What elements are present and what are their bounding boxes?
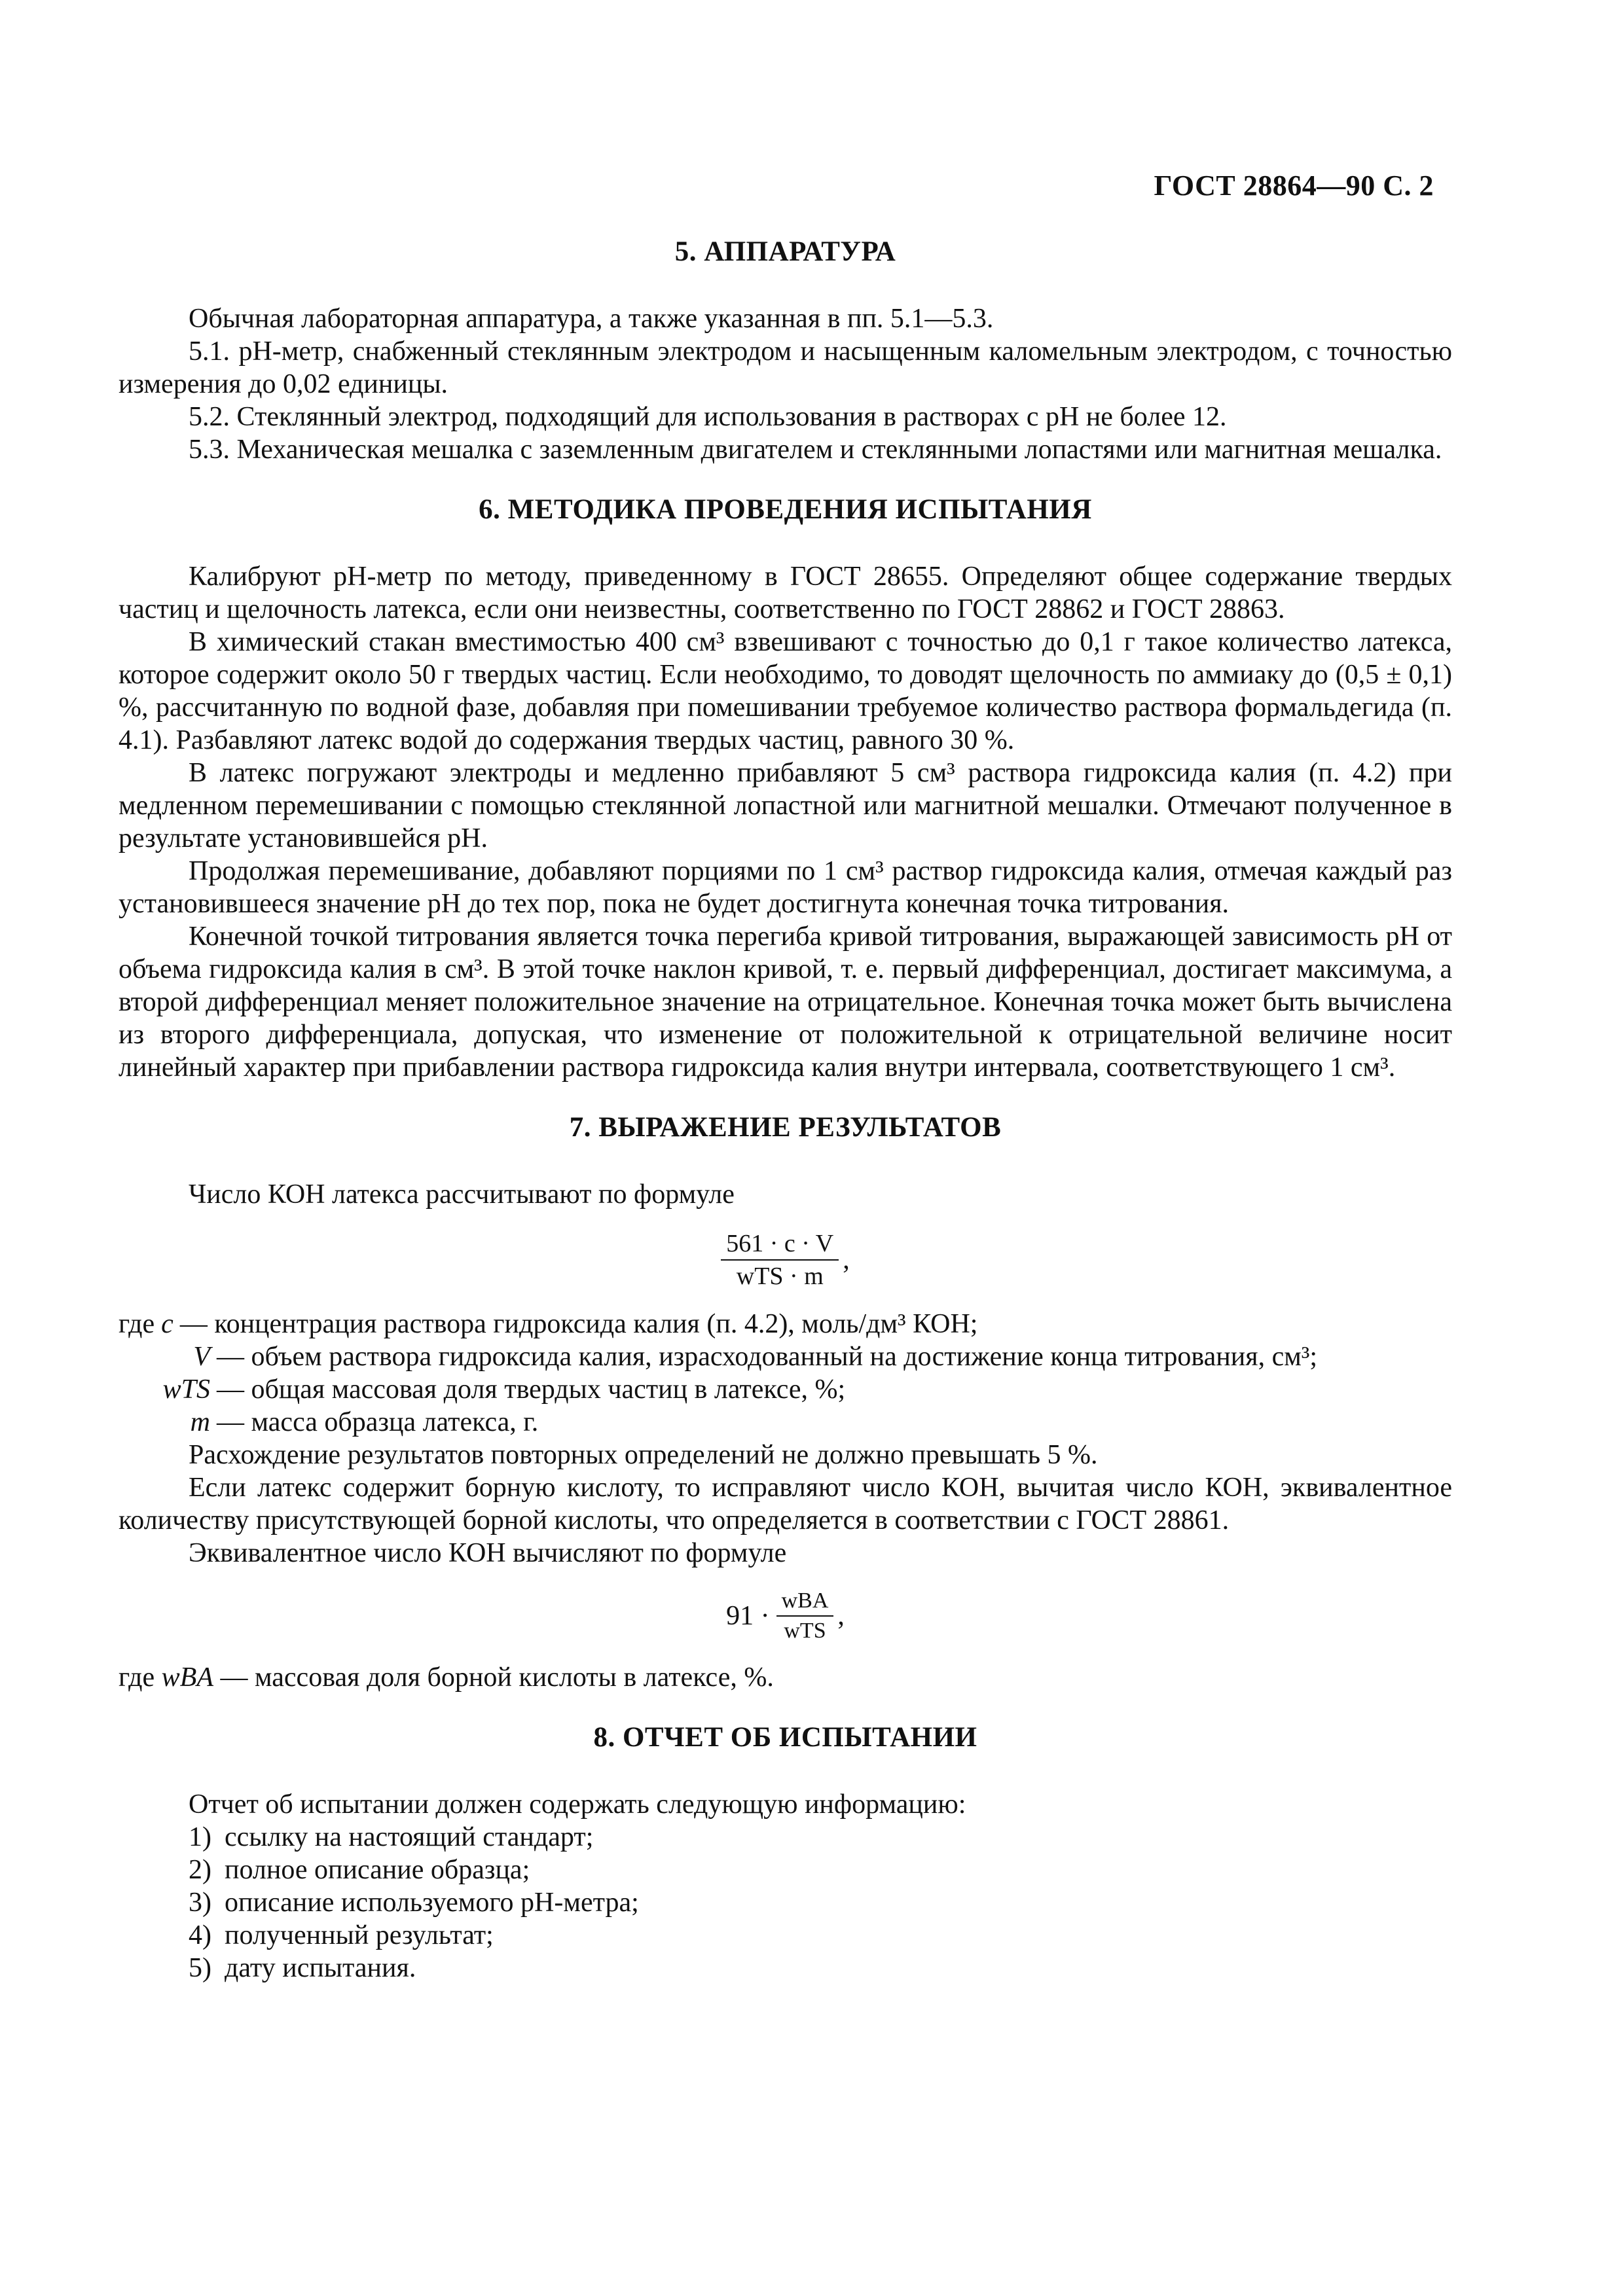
- section-5-paragraph-2: 5.2. Стеклянный электрод, подходящий для использования в растворах с рН не более 12.: [189, 402, 1227, 432]
- formula-numerator: 561 · c · V: [721, 1229, 839, 1261]
- where-boric-text: — массовая доля борной кислоты в латексе, %.: [220, 1662, 774, 1693]
- section-6-paragraph-5: Конечной точкой титрования является точка перегиба кривой титрования, выражающей зависимость рН от объема гидроксида калия в см³. В этой точке наклон кривой, т. е. первый дифференциал, достигает максимума, а второй дифференциал меняет положительное значение на отрицательное. Конечная точка может быть вычислена из второго дифференциала, допуская, что изменение от положительной к отрицательной величине носит линейный характер при прибавлении раствора гидроксида калия внутри интервала, соответствующего 1 см³.: [119, 922, 1452, 1083]
- definitions-list: [119, 1308, 1452, 1439]
- report-items-list: [119, 1821, 1452, 1984]
- list-item: [119, 1886, 1452, 1919]
- definition-row: [119, 1406, 1452, 1439]
- section-5-paragraph-0: Обычная лабораторная аппаратура, а также указанная в пп. 5.1—5.3.: [189, 304, 994, 334]
- section-8-title: 8. ОТЧЕТ ОБ ИСПЫТАНИИ: [593, 1722, 977, 1753]
- definition-text: — концентрация раствора гидроксида калия (п. 4.2), моль/дм³ КОН;: [179, 1309, 978, 1339]
- section-6-title: 6. МЕТОДИКА ПРОВЕДЕНИЯ ИСПЫТАНИЯ: [479, 494, 1092, 525]
- section-7-equiv: Эквивалентное число КОН вычисляют по формуле: [189, 1538, 787, 1568]
- list-item-text: описание используемого рН-метра;: [225, 1888, 639, 1918]
- symbol-wts: wTS: [162, 1374, 210, 1405]
- section-5-title: 5. АППАРАТУРА: [674, 236, 896, 267]
- list-item-text: ссылку на настоящий стандарт;: [225, 1822, 594, 1852]
- list-item: [119, 1821, 1452, 1854]
- definition-symbol: [119, 1373, 217, 1406]
- section-7-discrepancy: Расхождение результатов повторных определений не должно превышать 5 %.: [189, 1440, 1098, 1470]
- formula-equivalent-koh: [119, 1588, 1452, 1644]
- list-item-number: 2): [189, 1855, 211, 1885]
- list-item-number: 1): [189, 1822, 211, 1852]
- section-5-paragraph-1: 5.1. рН-метр, снабженный стеклянным электродом и насыщенным каломельным электродом, с точностью измерения до 0,02 единицы.: [119, 336, 1452, 399]
- symbol-c: c: [161, 1309, 173, 1339]
- list-item-number: 3): [189, 1888, 211, 1918]
- list-item-number: 4): [189, 1920, 211, 1950]
- section-8-intro: Отчет об испытании должен содержать следующую информацию:: [189, 1789, 966, 1820]
- formula-trailing: ,: [837, 1601, 845, 1631]
- list-item-text: полное описание образца;: [225, 1855, 530, 1885]
- list-item-number: 5): [189, 1953, 211, 1983]
- definition-row: [119, 1308, 1452, 1340]
- where-word: где: [119, 1662, 155, 1693]
- formula-denominator: wTS: [784, 1619, 826, 1643]
- definition-symbol: [119, 1406, 217, 1439]
- list-item: [119, 1854, 1452, 1886]
- section-6-paragraph-2: В химический стакан вместимостью 400 см³ взвешивают с точностью до 0,1 г такое количество латекса, которое содержит около 50 г твердых частиц. Если необходимо, то доводят щелочность по аммиаку до (0,5 ± 0,1) %, рассчитанную по водной фазе, добавляя при помешивании требуемое количество раствора формальдегида (п. 4.1). Разбавляют латекс водой до содержания твердых частиц, равного 30 %.: [119, 627, 1452, 755]
- section-6-paragraph-4: Продолжая перемешивание, добавляют порциями по 1 см³ раствор гидроксида калия, отмечая каждый раз установившееся значение рН до тех пор, пока не будет достигнута конечная точка титрования.: [119, 856, 1452, 919]
- definition-text: — объем раствора гидроксида калия, израсходованный на достижение конца титрования, см³;: [217, 1342, 1318, 1372]
- section-7-title: 7. ВЫРАЖЕНИЕ РЕЗУЛЬТАТОВ: [569, 1112, 1002, 1143]
- definition-symbol: [119, 1308, 173, 1340]
- formula-fraction: [721, 1229, 839, 1291]
- section-6-paragraph-1: Калибруют рН-метр по методу, приведенному в ГОСТ 28655. Определяют общее содержание твердых частиц и щелочность латекса, если они неизвестны, соответственно по ГОСТ 28862 и ГОСТ 28863.: [119, 562, 1452, 624]
- where-word: где: [119, 1309, 155, 1339]
- formula-trailing: ,: [843, 1245, 850, 1275]
- list-item-text: дату испытания.: [225, 1953, 416, 1983]
- definition-text: — общая массовая доля твердых частиц в латексе, %;: [217, 1374, 846, 1405]
- page-header: ГОСТ 28864—90 С. 2: [1154, 170, 1434, 202]
- section-7-intro: Число КОН латекса рассчитывают по формуле: [189, 1179, 735, 1210]
- where-boric-line: [119, 1661, 1452, 1694]
- symbol-m: m: [190, 1407, 210, 1437]
- list-item-text: полученный результат;: [225, 1920, 494, 1950]
- formula-koh-number: [119, 1229, 1452, 1291]
- definition-row: [119, 1340, 1452, 1373]
- formula-numerator: wBA: [776, 1588, 834, 1617]
- definition-text: — масса образца латекса, г.: [217, 1407, 539, 1437]
- section-6-paragraph-3: В латекс погружают электроды и медленно прибавляют 5 см³ раствора гидроксида калия (п. 4.2) при медленном перемешивании с помощью стеклянной лопастной или магнитной мешалки. Отмечают полученное в результате установившейся рН.: [119, 758, 1452, 853]
- definition-symbol: [119, 1340, 217, 1373]
- section-5-paragraph-3: 5.3. Механическая мешалка с заземленным двигателем и стеклянными лопастями или магнитная мешалка.: [189, 435, 1442, 465]
- symbol-wba: wBA: [161, 1662, 213, 1693]
- formula-denominator: wTS · m: [736, 1263, 824, 1290]
- definition-row: [119, 1373, 1452, 1406]
- formula-fraction: [776, 1588, 834, 1644]
- list-item: [119, 1919, 1452, 1952]
- document-body: [119, 236, 1452, 1984]
- list-item: [119, 1952, 1452, 1984]
- section-7-boric: Если латекс содержит борную кислоту, то исправляют число КОН, вычитая число КОН, эквивалентное количеству присутствующей борной кислоты, что определяется в соответствии с ГОСТ 28861.: [119, 1473, 1452, 1535]
- symbol-v: V: [193, 1342, 210, 1372]
- formula-coefficient: 91 ·: [726, 1601, 770, 1631]
